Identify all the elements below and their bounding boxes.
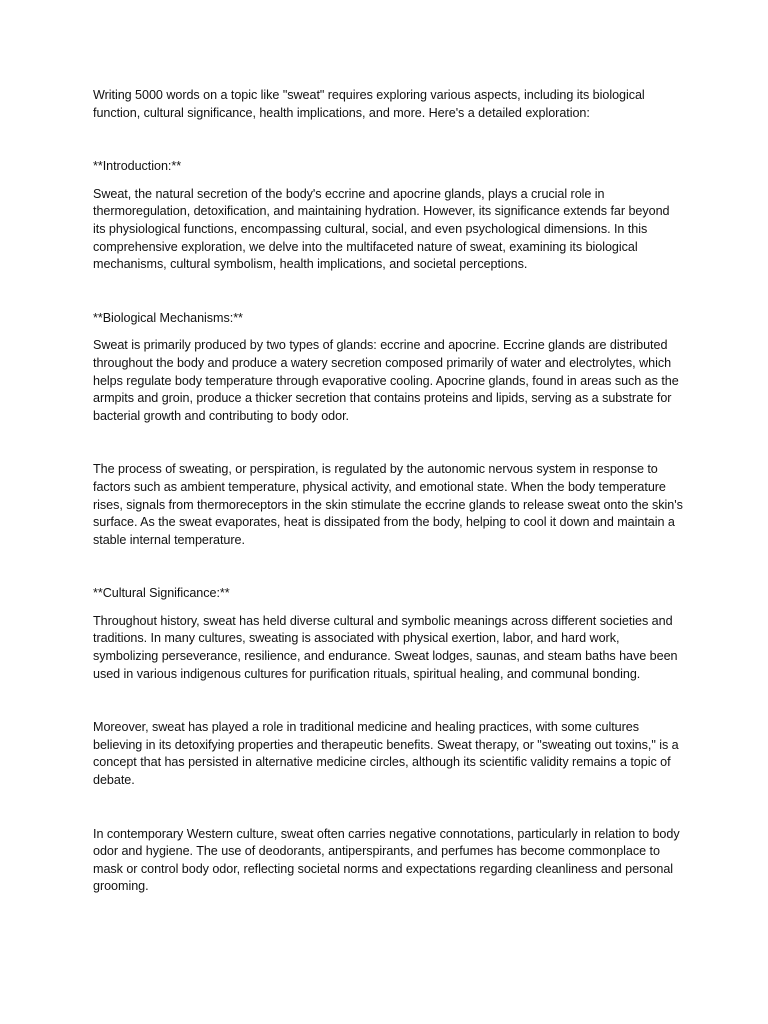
document-page — [93, 87, 683, 932]
section-biological-mechanisms — [93, 310, 683, 550]
section-paragraph: Sweat, the natural secretion of the body's eccrine and apocrine glands, plays a crucial role in thermoregulation, detoxification, and maintaining hydration. However, its significance extends far beyond its physiological functions, encompassing cultural, social, and even psychological dimensions. In this comprehensive exploration, we delve into the multifaceted nature of sweat, examining its biological mechanisms, cultural symbolism, health implications, and societal perceptions. — [93, 186, 670, 272]
section-paragraph: The process of sweating, or perspiration, is regulated by the autonomic nervous system in response to factors such as ambient temperature, physical activity, and emotional state. When the body temperature rises, signals from thermoreceptors in the skin stimulate the eccrine glands to release sweat onto the skin's surface. As the sweat evaporates, heat is dissipated from the body, helping to cool it down and maintain a stable internal temperature. — [93, 462, 683, 547]
section-paragraph: In contemporary Western culture, sweat often carries negative connotations, particularly in relation to body odor and hygiene. The use of deodorants, antiperspirants, and perfumes has become commonplace to mask or control body odor, reflecting societal norms and expectations regarding cleanliness and personal grooming. — [93, 826, 680, 894]
section-paragraph: Sweat is primarily produced by two types of glands: eccrine and apocrine. Eccrine glands are distributed throughout the body and produce a watery secretion composed primarily of water and electrolytes, which helps regulate body temperature through evaporative cooling. Apocrine glands, found in areas such as the armpits and groin, produce a thicker secretion that contains proteins and lipids, serving as a substrate for bacterial growth and contributing to body odor. — [93, 338, 679, 423]
intro-paragraph: Writing 5000 words on a topic like "sweat" requires exploring various aspects, including its biological function, cultural significance, health implications, and more. Here's a detailed exploration: — [93, 88, 645, 120]
section-heading-biological-mechanisms: **Biological Mechanisms:** — [93, 310, 243, 325]
section-introduction — [93, 158, 683, 274]
section-paragraph: Moreover, sweat has played a role in traditional medicine and healing practices, with some cultures believing in its detoxifying properties and therapeutic benefits. Sweat therapy, or "sweating out toxins," is a concept that has persisted in alternative medicine circles, although its scientific validity remains a topic of debate. — [93, 720, 679, 788]
section-heading-introduction: **Introduction:** — [93, 159, 182, 174]
section-paragraph: Throughout history, sweat has held diverse cultural and symbolic meanings across different societies and traditions. In many cultures, sweating is associated with physical exertion, labor, and hard work, symbolizing perseverance, resilience, and endurance. Sweat lodges, saunas, and steam baths have been used in various indigenous cultures for purification rituals, spiritual healing, and communal bonding. — [93, 613, 678, 681]
section-heading-cultural-significance: **Cultural Significance:** — [93, 586, 230, 601]
section-cultural-significance — [93, 585, 683, 896]
